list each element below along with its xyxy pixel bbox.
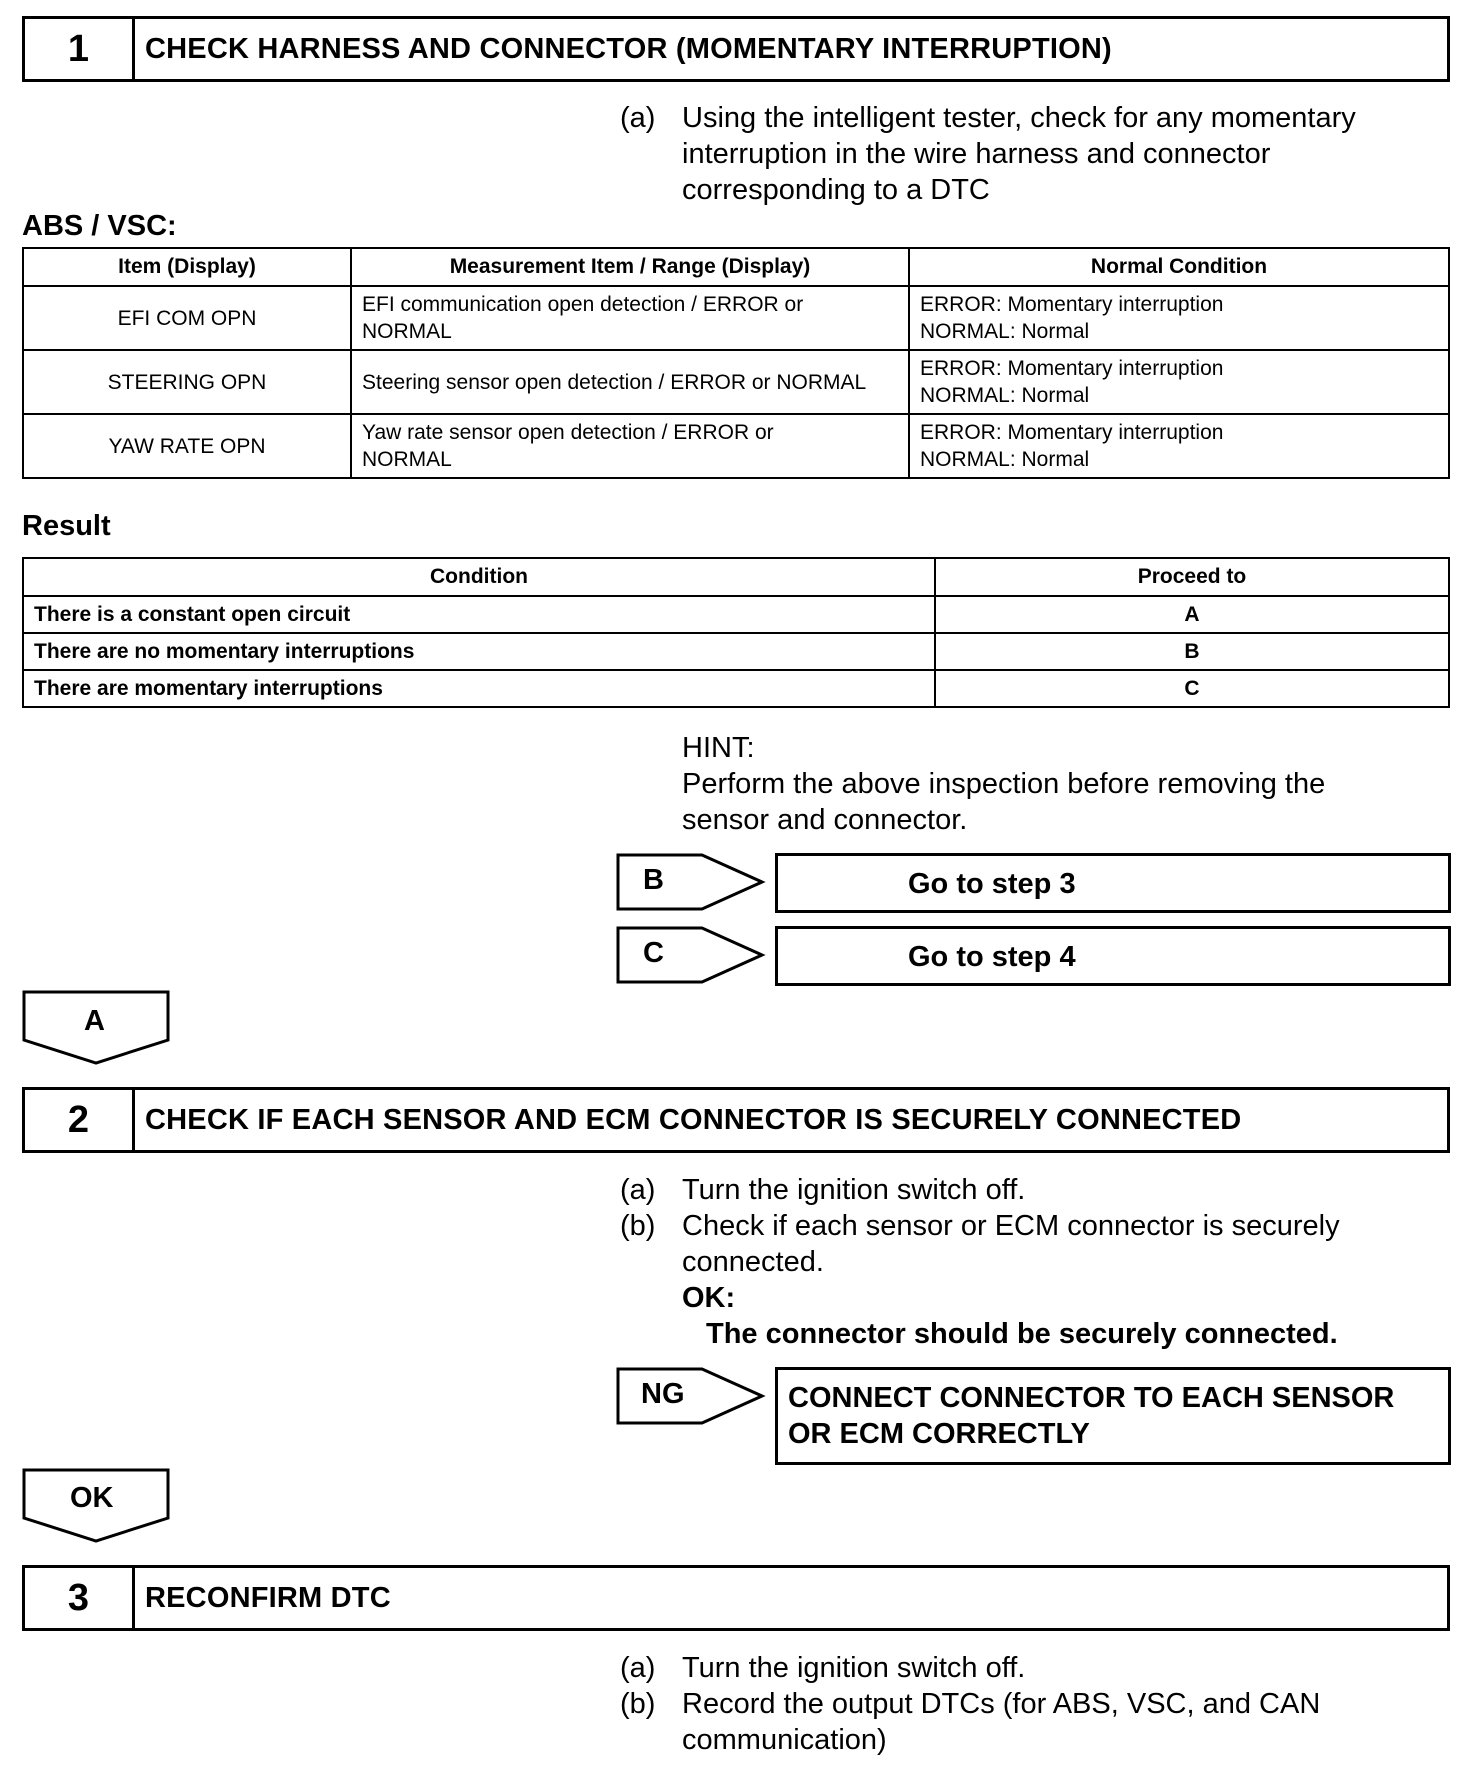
proceed-cell: A [935,596,1449,633]
step-1-header [22,16,1450,82]
branch-action-line: CONNECT CONNECTOR TO EACH SENSOR [788,1382,1395,1414]
section-label: ABS / VSC: [22,210,177,242]
condition-cell [909,414,1449,478]
cell-line: NORMAL [362,448,452,471]
step-1-instruction [620,100,1440,210]
branch-arrow-c [616,926,766,984]
condition-cell [909,286,1449,350]
instruction-line: interruption in the wire harness and connector [682,138,1271,170]
hint-line: Perform the above inspection before removing the [682,768,1326,800]
cell-line: ERROR: Momentary interruption [920,421,1224,444]
branch-label: C [643,937,664,969]
item-cell: STEERING OPN [23,350,351,414]
table-row [23,596,1449,633]
hint-label: HINT: [682,732,755,764]
instruction-line: Record the output DTCs (for ABS, VSC, and CAN [682,1688,1321,1720]
instruction-line: Turn the ignition switch off. [682,1174,1026,1206]
cell-line: Yaw rate sensor open detection / ERROR or [362,421,774,444]
measurement-cell [351,414,909,478]
branch-arrow-ng [616,1367,766,1425]
branch-action-line: OR ECM CORRECTLY [788,1418,1090,1450]
instruction-label: (a) [620,102,656,134]
branch-action-box [775,926,1451,986]
result-table [22,557,1450,708]
measurement-cell [351,286,909,350]
table-row [23,670,1449,707]
instruction-label: (b) [620,1688,656,1720]
branch-action [788,1380,1394,1452]
branch-label: NG [641,1378,685,1410]
instruction-line: corresponding to a DTC [682,174,990,206]
item-cell: YAW RATE OPN [23,414,351,478]
column-header: Condition [23,558,935,596]
instruction-line: Using the intelligent tester, check for any momentary [682,102,1356,134]
condition-cell: There are no momentary interruptions [23,633,935,670]
step-number: 2 [25,1090,135,1150]
hint [682,730,1442,840]
result-label: Result [22,510,111,542]
ok-text: The connector should be securely connected. [706,1318,1338,1350]
column-header: Measurement Item / Range (Display) [351,248,909,286]
continue-label: OK [70,1482,114,1514]
table-header-row [23,248,1449,286]
step-2-instructions [620,1172,1440,1352]
instruction-line: communication) [682,1724,887,1756]
table-header-row [23,558,1449,596]
branch-action: Go to step 4 [908,941,1076,973]
step-2-header [22,1087,1450,1153]
instruction-line: Turn the ignition switch off. [682,1652,1026,1684]
table-row [23,633,1449,670]
condition-cell: There is a constant open circuit [23,596,935,633]
table-row [23,286,1449,350]
step-title: RECONFIRM DTC [145,1581,391,1614]
cell-line: ERROR: Momentary interruption [920,293,1224,316]
branch-action: Go to step 3 [908,868,1076,900]
cell-line: Steering sensor open detection / ERROR or NORMAL [362,370,867,394]
instruction-line: connected. [682,1246,824,1278]
table-row [23,350,1449,414]
cell-line: NORMAL [362,320,452,343]
column-header: Proceed to [935,558,1449,596]
cell-line: EFI communication open detection / ERROR or [362,293,804,316]
proceed-cell: C [935,670,1449,707]
table-row [23,414,1449,478]
step-title: CHECK IF EACH SENSOR AND ECM CONNECTOR IS SECURELY CONNECTED [145,1103,1242,1136]
condition-cell: There are momentary interruptions [23,670,935,707]
step-3-instructions [620,1650,1440,1760]
cell-line: NORMAL: Normal [920,448,1090,471]
step-number: 3 [25,1568,135,1628]
step-3-header [22,1565,1450,1631]
step-number: 1 [25,19,135,79]
step-title: CHECK HARNESS AND CONNECTOR (MOMENTARY INTERRUPTION) [145,32,1112,65]
condition-cell [909,350,1449,414]
branch-label: B [643,864,664,896]
spec-table [22,247,1450,479]
column-header: Item (Display) [23,248,351,286]
cell-line: ERROR: Momentary interruption [920,357,1224,380]
branch-arrow-b [616,853,766,911]
column-header: Normal Condition [909,248,1449,286]
instruction-label: (a) [620,1652,656,1684]
hint-line: sensor and connector. [682,804,968,836]
instruction-line: Check if each sensor or ECM connector is securely [682,1210,1340,1242]
branch-action-box [775,853,1451,913]
cell-line: NORMAL: Normal [920,320,1090,343]
instruction-label: (b) [620,1210,656,1242]
item-cell: EFI COM OPN [23,286,351,350]
proceed-cell: B [935,633,1449,670]
measurement-cell [351,350,909,414]
cell-line: NORMAL: Normal [920,384,1090,407]
branch-action-box [775,1367,1451,1465]
instruction-label: (a) [620,1174,656,1206]
ok-label: OK: [682,1282,736,1314]
continue-label: A [84,1005,105,1037]
